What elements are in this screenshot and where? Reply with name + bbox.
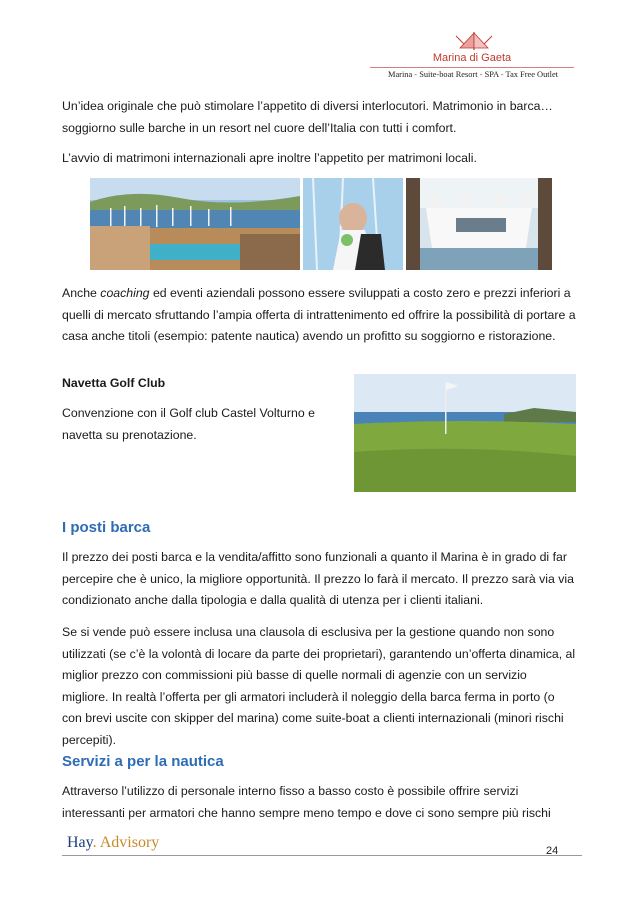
footer-brand-main: Hay — [67, 834, 93, 851]
section-heading-boat-berths: I posti barca — [62, 519, 151, 536]
tagline-item: Tax Free Outlet — [505, 70, 558, 79]
brand-name: Marina di Gaeta — [432, 52, 512, 64]
tagline-separator: - — [500, 70, 504, 79]
paragraph-coaching — [62, 283, 576, 348]
wedding-boat-photo — [406, 178, 552, 270]
wedding-couple-photo — [303, 178, 403, 270]
footer-brand — [67, 834, 159, 852]
paragraph-wedding-idea: Un’idea originale che può stimolare l’appetito di diversi interlocutori. Matrimonio in barca… soggiorno sulle barche in un resort nel cuore dell’Italia con tutti i comfort. — [62, 99, 553, 135]
section-heading-nautical-services: Servizi a per la nautica — [62, 753, 224, 770]
marina-resort-photo — [90, 178, 300, 270]
page-number: 24 — [546, 845, 559, 857]
tagline-separator: - — [414, 70, 418, 79]
paragraph-nautical-services: Attraverso l’utilizzo di personale interno fisso a basso costo è possibile offrire servizi interessanti per armatori che hanno sempre meno tempo e dove ci sono sempre più rischi — [62, 784, 551, 820]
tagline-item: Marina — [388, 70, 413, 79]
footer-brand-rest: Advisory — [96, 834, 160, 851]
golf-course-photo — [354, 374, 576, 492]
coaching-text-post: ed eventi aziendali possono essere sviluppati a costo zero e prezzi inferiori a quelli di mercato sfruttando l’ampia offerta di intrattenimento ed offrire la possibilità di portare a casa anche titoli (esempio: patente nautica) avendo un profitto su soggiorno e ristorazione. — [62, 286, 576, 343]
header-tagline — [366, 70, 580, 79]
footer-divider — [62, 855, 582, 856]
paragraph-golf: Convenzione con il Golf club Castel Volturno e navetta su prenotazione. — [62, 406, 315, 442]
header-divider — [370, 67, 574, 68]
paragraph-international-weddings: L’avvio di matrimoni internazionali apre inoltre l’appetito per matrimoni locali. — [62, 151, 477, 165]
footer-brand-dot: . — [92, 834, 97, 851]
coaching-emphasis: coaching — [100, 286, 150, 300]
paragraph-exclusive-clause: Se si vende può essere inclusa una clausola di esclusiva per la gestione quando non sono utilizzati (se c’è la volontà di locare da parte dei proprietari), garantendo un’offerta dinamica, al miglior prezzo con commissioni più basse di quelle normali di agenzie con un servizio migliore. In realtà l’offerta per gli armatori includerà il noleggio della barca ferma in porto (o con brevi uscite con skipper del marina) come suite-boat a clienti internazionali (minori rischi percepiti). — [62, 625, 576, 747]
tagline-item: SPA — [484, 70, 499, 79]
coaching-text-pre: Anche — [62, 286, 101, 300]
sailboat-logo-icon — [452, 30, 496, 52]
paragraph-berth-pricing: Il prezzo dei posti barca e la vendita/affitto sono funzionali a quanto il Marina è in grado di far percepire che è unico, la migliore opportunità. Il prezzo lo farà il mercato. Il prezzo sarà via via condizionato anche dalla tipologia e dalla qualità di utenza per i clienti italiani. — [62, 550, 574, 607]
tagline-separator: - — [479, 70, 483, 79]
tagline-item: Suite-boat Resort — [419, 70, 478, 79]
golf-heading: Navetta Golf Club — [62, 376, 166, 390]
